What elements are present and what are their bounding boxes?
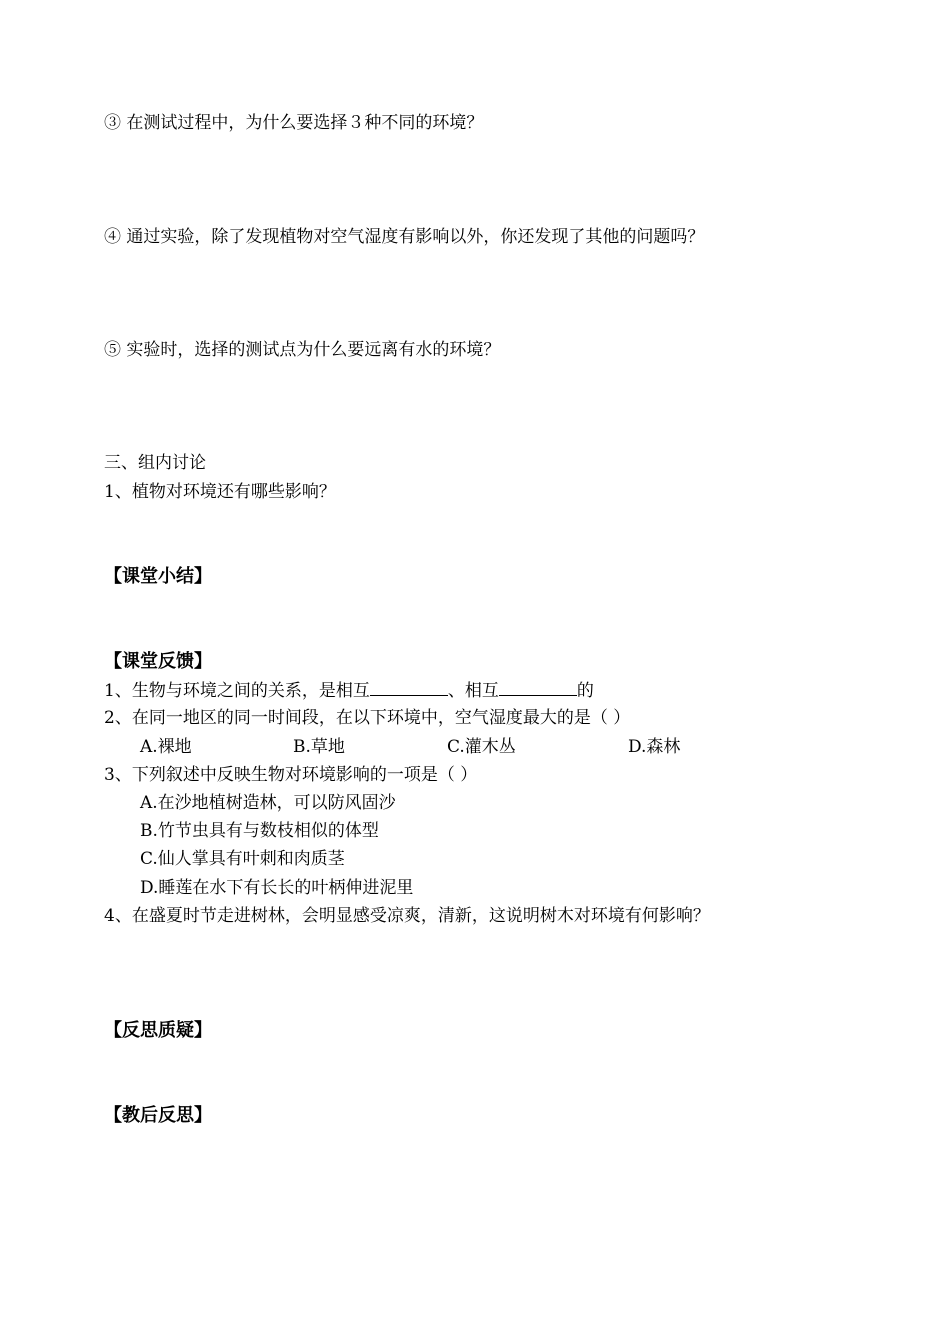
fill-blank-1[interactable] [370, 679, 448, 696]
q3-option-b: B.竹节虫具有与数枝相似的体型 [140, 821, 379, 841]
discussion-item-1: 1、植物对环境还有哪些影响？ [104, 482, 336, 502]
q2-option-c: C.灌木丛 [447, 737, 516, 757]
q2-option-a: A.裸地 [140, 737, 192, 757]
q2-option-b: B.草地 [293, 737, 345, 757]
q2-option-d: D.森林 [628, 737, 681, 757]
feedback-heading: 【课堂反馈】 [104, 651, 212, 672]
q3-option-a: A.在沙地植树造林，可以防风固沙 [140, 793, 396, 813]
feedback-q1-text-3: 的 [576, 681, 594, 701]
feedback-question-3: 3、下列叙述中反映生物对环境影响的一项是（ ） [104, 765, 478, 785]
q3-option-c: C.仙人掌具有叶刺和肉质茎 [140, 849, 345, 869]
feedback-q1-text-2: 、相互 [447, 681, 499, 701]
question-4: ④ 通过实验，除了发现植物对空气湿度有影响以外，你还发现了其他的问题吗？ [104, 227, 705, 247]
feedback-question-1 [104, 679, 594, 702]
feedback-question-2: 2、在同一地区的同一时间段，在以下环境中，空气湿度最大的是（ ） [104, 708, 631, 728]
fill-blank-2[interactable] [499, 679, 577, 696]
feedback-question-4: 4、在盛夏时节走进树林，会明显感受凉爽，清新，这说明树木对环境有何影响？ [104, 906, 710, 926]
summary-heading: 【课堂小结】 [104, 566, 212, 587]
feedback-q1-text-1: 1、生物与环境之间的关系，是相互 [104, 681, 370, 701]
question-3: ③ 在测试过程中，为什么要选择３种不同的环境？ [104, 113, 484, 133]
discussion-title: 三、组内讨论 [104, 453, 206, 473]
reflection-heading: 【反思质疑】 [104, 1020, 212, 1041]
question-5: ⑤ 实验时，选择的测试点为什么要远离有水的环境？ [104, 340, 501, 360]
q3-option-d: D.睡莲在水下有长长的叶柄伸进泥里 [140, 878, 414, 898]
teaching-reflection-heading: 【教后反思】 [104, 1105, 212, 1126]
